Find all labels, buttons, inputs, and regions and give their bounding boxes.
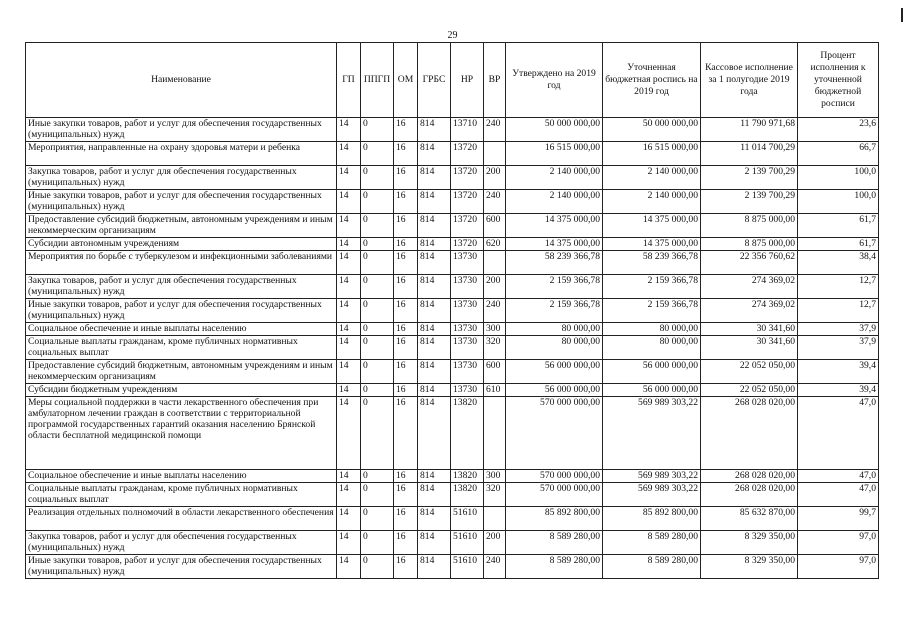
row-approved: 50 000 000,00	[506, 118, 603, 142]
row-revised: 569 989 303,22	[603, 397, 701, 470]
row-ppgp: 0	[361, 470, 394, 483]
row-name: Меры социальной поддержки в части лекарственного обеспечения при амбулаторном лечении граждан в соответствии с территориальной программой государственных гарантий оказания населению Брянской области бесплатной медицинской помощи	[26, 397, 337, 470]
header-grbs: ГРБС	[418, 43, 451, 118]
row-name: Реализация отдельных полномочий в области лекарственного обеспечения	[26, 507, 337, 531]
header-name: Наименование	[26, 43, 337, 118]
row-om: 16	[394, 142, 418, 166]
row-gp: 14	[337, 336, 361, 360]
row-om: 16	[394, 397, 418, 470]
row-ppgp: 0	[361, 118, 394, 142]
row-revised: 14 375 000,00	[603, 238, 701, 251]
row-gp: 14	[337, 384, 361, 397]
row-nr: 51610	[451, 555, 484, 579]
row-approved: 56 000 000,00	[506, 360, 603, 384]
row-vr	[484, 397, 506, 470]
row-percent: 97,0	[798, 555, 879, 579]
row-vr: 320	[484, 483, 506, 507]
table-body	[26, 118, 879, 579]
row-vr: 620	[484, 238, 506, 251]
row-vr: 240	[484, 555, 506, 579]
row-nr: 13820	[451, 483, 484, 507]
row-vr: 300	[484, 470, 506, 483]
row-ppgp: 0	[361, 142, 394, 166]
row-percent: 38,4	[798, 251, 879, 275]
row-revised: 2 159 366,78	[603, 299, 701, 323]
row-approved: 2 140 000,00	[506, 190, 603, 214]
row-cash: 274 369,02	[701, 275, 798, 299]
row-revised: 80 000,00	[603, 336, 701, 360]
row-vr: 200	[484, 531, 506, 555]
table-row	[26, 166, 879, 190]
row-cash: 2 139 700,29	[701, 166, 798, 190]
row-percent: 23,6	[798, 118, 879, 142]
row-ppgp: 0	[361, 323, 394, 336]
row-gp: 14	[337, 118, 361, 142]
row-name: Мероприятия по борьбе с туберкулезом и инфекционными заболеваниями	[26, 251, 337, 275]
row-gp: 14	[337, 166, 361, 190]
row-percent: 37,9	[798, 323, 879, 336]
row-ppgp: 0	[361, 251, 394, 275]
row-vr: 600	[484, 214, 506, 238]
page-edge-mark	[901, 8, 903, 22]
row-grbs: 814	[418, 507, 451, 531]
row-nr: 13820	[451, 397, 484, 470]
row-ppgp: 0	[361, 214, 394, 238]
row-revised: 50 000 000,00	[603, 118, 701, 142]
row-name: Закупка товаров, работ и услуг для обеспечения государственных (муниципальных) нужд	[26, 275, 337, 299]
row-cash: 11 014 700,29	[701, 142, 798, 166]
row-ppgp: 0	[361, 483, 394, 507]
row-nr: 13730	[451, 384, 484, 397]
row-ppgp: 0	[361, 531, 394, 555]
row-vr: 610	[484, 384, 506, 397]
row-om: 16	[394, 384, 418, 397]
row-om: 16	[394, 360, 418, 384]
row-grbs: 814	[418, 118, 451, 142]
header-revised: Уточненная бюджетная роспись на 2019 год	[603, 43, 701, 118]
row-approved: 570 000 000,00	[506, 470, 603, 483]
row-approved: 80 000,00	[506, 336, 603, 360]
row-approved: 14 375 000,00	[506, 214, 603, 238]
row-om: 16	[394, 166, 418, 190]
table-header-row	[26, 43, 879, 118]
row-cash: 85 632 870,00	[701, 507, 798, 531]
header-vr: ВР	[484, 43, 506, 118]
row-nr: 13820	[451, 470, 484, 483]
row-grbs: 814	[418, 190, 451, 214]
row-nr: 13720	[451, 166, 484, 190]
row-name: Предоставление субсидий бюджетным, автономным учреждениям и иным некоммерческим организациям	[26, 360, 337, 384]
row-revised: 85 892 800,00	[603, 507, 701, 531]
row-vr: 240	[484, 299, 506, 323]
row-gp: 14	[337, 238, 361, 251]
row-nr: 13720	[451, 190, 484, 214]
row-ppgp: 0	[361, 360, 394, 384]
row-approved: 56 000 000,00	[506, 384, 603, 397]
row-ppgp: 0	[361, 336, 394, 360]
row-percent: 100,0	[798, 190, 879, 214]
row-name: Мероприятия, направленные на охрану здоровья матери и ребенка	[26, 142, 337, 166]
row-gp: 14	[337, 531, 361, 555]
row-revised: 56 000 000,00	[603, 384, 701, 397]
row-grbs: 814	[418, 142, 451, 166]
row-approved: 16 515 000,00	[506, 142, 603, 166]
row-cash: 30 341,60	[701, 323, 798, 336]
row-nr: 13720	[451, 142, 484, 166]
row-om: 16	[394, 507, 418, 531]
row-gp: 14	[337, 190, 361, 214]
page-number: 29	[447, 30, 458, 41]
row-om: 16	[394, 483, 418, 507]
row-percent: 47,0	[798, 397, 879, 470]
table-row	[26, 336, 879, 360]
row-grbs: 814	[418, 275, 451, 299]
row-om: 16	[394, 470, 418, 483]
row-approved: 2 159 366,78	[506, 275, 603, 299]
row-percent: 99,7	[798, 507, 879, 531]
row-name: Социальное обеспечение и иные выплаты населению	[26, 470, 337, 483]
row-percent: 39,4	[798, 384, 879, 397]
row-ppgp: 0	[361, 190, 394, 214]
row-grbs: 814	[418, 397, 451, 470]
table-row	[26, 299, 879, 323]
row-gp: 14	[337, 507, 361, 531]
row-nr: 13710	[451, 118, 484, 142]
row-cash: 268 028 020,00	[701, 397, 798, 470]
row-cash: 274 369,02	[701, 299, 798, 323]
row-revised: 14 375 000,00	[603, 214, 701, 238]
row-revised: 56 000 000,00	[603, 360, 701, 384]
row-om: 16	[394, 275, 418, 299]
budget-report-table	[25, 42, 879, 579]
row-gp: 14	[337, 275, 361, 299]
row-ppgp: 0	[361, 507, 394, 531]
header-gp: ГП	[337, 43, 361, 118]
row-cash: 22 052 050,00	[701, 360, 798, 384]
row-grbs: 814	[418, 483, 451, 507]
row-revised: 58 239 366,78	[603, 251, 701, 275]
row-cash: 268 028 020,00	[701, 483, 798, 507]
row-grbs: 814	[418, 360, 451, 384]
row-grbs: 814	[418, 531, 451, 555]
row-approved: 2 159 366,78	[506, 299, 603, 323]
row-vr: 600	[484, 360, 506, 384]
row-percent: 37,9	[798, 336, 879, 360]
row-revised: 8 589 280,00	[603, 555, 701, 579]
row-nr: 13730	[451, 323, 484, 336]
row-grbs: 814	[418, 166, 451, 190]
row-percent: 47,0	[798, 470, 879, 483]
row-approved: 570 000 000,00	[506, 397, 603, 470]
row-name: Закупка товаров, работ и услуг для обеспечения государственных (муниципальных) нужд	[26, 531, 337, 555]
row-vr: 320	[484, 336, 506, 360]
row-percent: 66,7	[798, 142, 879, 166]
row-grbs: 814	[418, 336, 451, 360]
table-row	[26, 384, 879, 397]
row-name: Предоставление субсидий бюджетным, автономным учреждениям и иным некоммерческим организациям	[26, 214, 337, 238]
row-revised: 2 140 000,00	[603, 190, 701, 214]
row-nr: 13730	[451, 336, 484, 360]
row-vr: 240	[484, 118, 506, 142]
row-revised: 80 000,00	[603, 323, 701, 336]
table-row	[26, 555, 879, 579]
row-gp: 14	[337, 360, 361, 384]
row-ppgp: 0	[361, 555, 394, 579]
header-om: ОМ	[394, 43, 418, 118]
row-nr: 13720	[451, 214, 484, 238]
row-percent: 61,7	[798, 238, 879, 251]
row-percent: 100,0	[798, 166, 879, 190]
row-name: Иные закупки товаров, работ и услуг для обеспечения государственных (муниципальных) нужд	[26, 555, 337, 579]
table-row	[26, 190, 879, 214]
header-ppgp: ППГП	[361, 43, 394, 118]
row-percent: 61,7	[798, 214, 879, 238]
table-row	[26, 531, 879, 555]
row-nr: 13730	[451, 299, 484, 323]
row-gp: 14	[337, 397, 361, 470]
table-row	[26, 251, 879, 275]
table-row	[26, 397, 879, 470]
table-row	[26, 360, 879, 384]
row-gp: 14	[337, 142, 361, 166]
row-percent: 12,7	[798, 275, 879, 299]
row-cash: 8 875 000,00	[701, 238, 798, 251]
row-ppgp: 0	[361, 299, 394, 323]
row-nr: 13730	[451, 251, 484, 275]
row-grbs: 814	[418, 251, 451, 275]
row-cash: 8 329 350,00	[701, 555, 798, 579]
row-ppgp: 0	[361, 384, 394, 397]
table-row	[26, 118, 879, 142]
row-percent: 47,0	[798, 483, 879, 507]
row-nr: 13730	[451, 275, 484, 299]
row-percent: 12,7	[798, 299, 879, 323]
row-gp: 14	[337, 323, 361, 336]
row-nr: 13720	[451, 238, 484, 251]
row-name: Социальные выплаты гражданам, кроме публичных нормативных социальных выплат	[26, 483, 337, 507]
row-revised: 16 515 000,00	[603, 142, 701, 166]
row-vr: 240	[484, 190, 506, 214]
row-om: 16	[394, 238, 418, 251]
row-om: 16	[394, 555, 418, 579]
row-nr: 51610	[451, 531, 484, 555]
row-om: 16	[394, 531, 418, 555]
row-approved: 80 000,00	[506, 323, 603, 336]
row-gp: 14	[337, 251, 361, 275]
row-name: Субсидии бюджетным учреждениям	[26, 384, 337, 397]
header-nr: НР	[451, 43, 484, 118]
header-cash: Кассовое исполнение за 1 полугодие 2019 года	[701, 43, 798, 118]
row-ppgp: 0	[361, 238, 394, 251]
row-gp: 14	[337, 299, 361, 323]
row-approved: 14 375 000,00	[506, 238, 603, 251]
row-cash: 8 329 350,00	[701, 531, 798, 555]
row-vr: 300	[484, 323, 506, 336]
row-name: Иные закупки товаров, работ и услуг для обеспечения государственных (муниципальных) нужд	[26, 299, 337, 323]
header-percent: Процент исполнения к уточненной бюджетной росписи	[798, 43, 879, 118]
header-approved: Утверждено на 2019 год	[506, 43, 603, 118]
row-gp: 14	[337, 483, 361, 507]
row-name: Социальные выплаты гражданам, кроме публичных нормативных социальных выплат	[26, 336, 337, 360]
row-revised: 8 589 280,00	[603, 531, 701, 555]
row-cash: 22 356 760,62	[701, 251, 798, 275]
row-vr	[484, 142, 506, 166]
row-nr: 13730	[451, 360, 484, 384]
table-row	[26, 507, 879, 531]
row-ppgp: 0	[361, 275, 394, 299]
row-gp: 14	[337, 555, 361, 579]
table-row	[26, 214, 879, 238]
row-name: Иные закупки товаров, работ и услуг для обеспечения государственных (муниципальных) нужд	[26, 118, 337, 142]
table-row	[26, 238, 879, 251]
row-cash: 268 028 020,00	[701, 470, 798, 483]
row-gp: 14	[337, 214, 361, 238]
table-row	[26, 142, 879, 166]
row-name: Иные закупки товаров, работ и услуг для обеспечения государственных (муниципальных) нужд	[26, 190, 337, 214]
row-name: Субсидии автономным учреждениям	[26, 238, 337, 251]
table-row	[26, 483, 879, 507]
row-grbs: 814	[418, 470, 451, 483]
row-revised: 569 989 303,22	[603, 470, 701, 483]
row-om: 16	[394, 118, 418, 142]
row-nr: 51610	[451, 507, 484, 531]
row-om: 16	[394, 336, 418, 360]
table-row	[26, 275, 879, 299]
row-percent: 39,4	[798, 360, 879, 384]
row-gp: 14	[337, 470, 361, 483]
row-percent: 97,0	[798, 531, 879, 555]
row-grbs: 814	[418, 323, 451, 336]
row-revised: 2 159 366,78	[603, 275, 701, 299]
table-row	[26, 470, 879, 483]
row-grbs: 814	[418, 238, 451, 251]
row-ppgp: 0	[361, 397, 394, 470]
row-om: 16	[394, 323, 418, 336]
row-cash: 22 052 050,00	[701, 384, 798, 397]
row-grbs: 814	[418, 299, 451, 323]
row-approved: 58 239 366,78	[506, 251, 603, 275]
row-cash: 8 875 000,00	[701, 214, 798, 238]
row-name: Закупка товаров, работ и услуг для обеспечения государственных (муниципальных) нужд	[26, 166, 337, 190]
row-revised: 569 989 303,22	[603, 483, 701, 507]
row-vr	[484, 251, 506, 275]
row-approved: 2 140 000,00	[506, 166, 603, 190]
row-vr: 200	[484, 166, 506, 190]
row-cash: 30 341,60	[701, 336, 798, 360]
row-vr	[484, 507, 506, 531]
row-om: 16	[394, 299, 418, 323]
row-om: 16	[394, 190, 418, 214]
row-grbs: 814	[418, 384, 451, 397]
row-grbs: 814	[418, 214, 451, 238]
row-approved: 85 892 800,00	[506, 507, 603, 531]
table-row	[26, 323, 879, 336]
row-cash: 2 139 700,29	[701, 190, 798, 214]
row-vr: 200	[484, 275, 506, 299]
row-cash: 11 790 971,68	[701, 118, 798, 142]
row-approved: 570 000 000,00	[506, 483, 603, 507]
row-grbs: 814	[418, 555, 451, 579]
row-name: Социальное обеспечение и иные выплаты населению	[26, 323, 337, 336]
row-om: 16	[394, 251, 418, 275]
row-approved: 8 589 280,00	[506, 555, 603, 579]
row-revised: 2 140 000,00	[603, 166, 701, 190]
row-approved: 8 589 280,00	[506, 531, 603, 555]
row-om: 16	[394, 214, 418, 238]
row-ppgp: 0	[361, 166, 394, 190]
